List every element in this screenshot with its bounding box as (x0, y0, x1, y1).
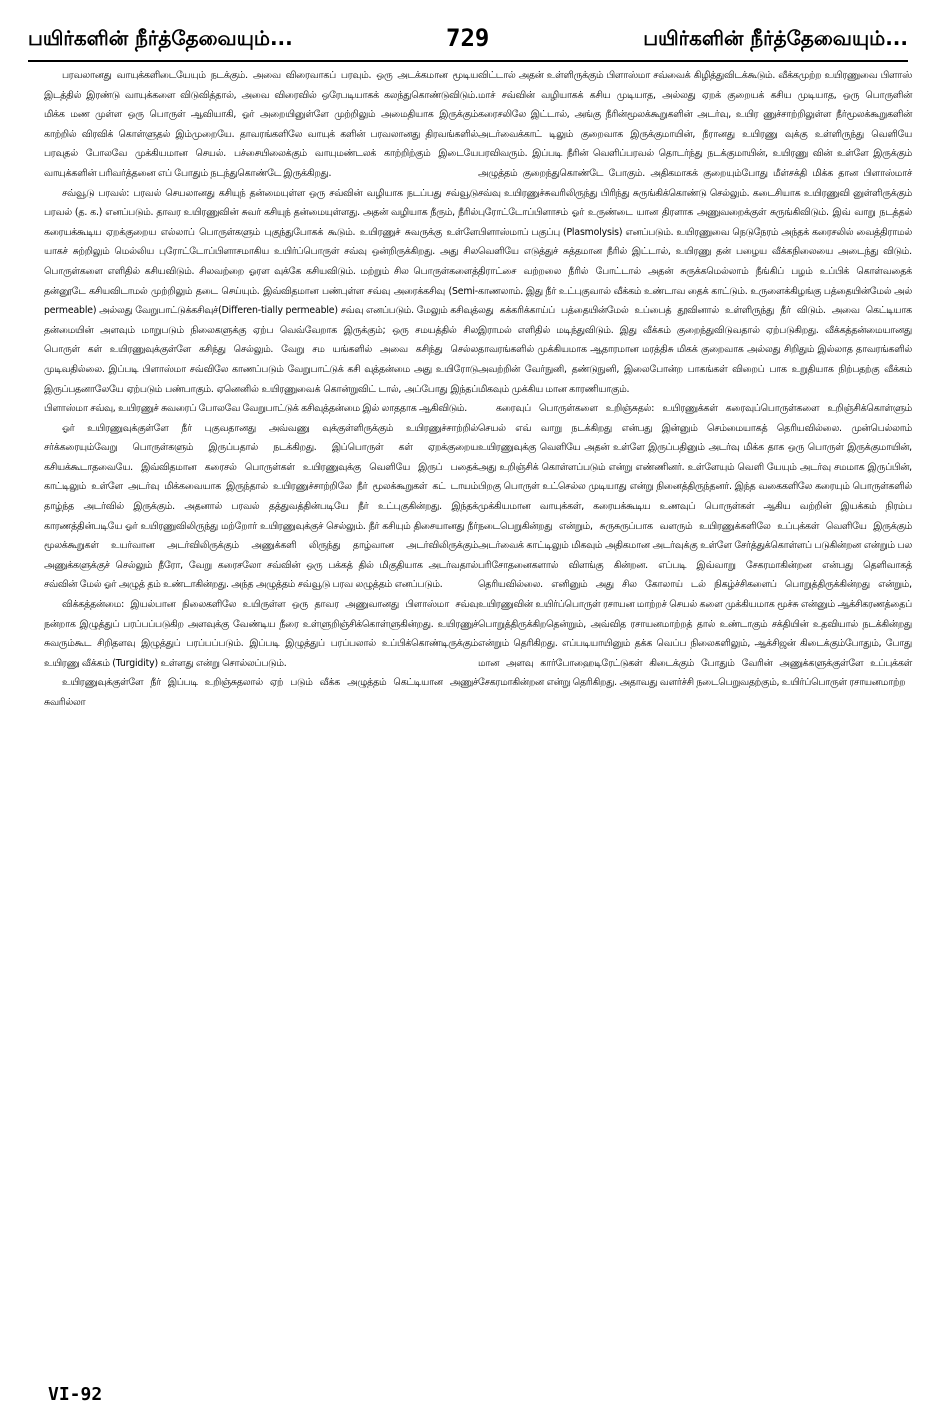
paragraph-solute-absorption: கரைவுப் பொருள்களை உறிஞ்சுதல்: உயிரணுக்கள் கரைவுப்பொருள்களை உறிஞ்சிக்கொள்ளும் செயல் எவ் வாறு நடக்கிறது என்பது இன்னும் செம்மையாகத் தெரியவில்லை. முன்பெல்லாம் உயிரணுவுக்கு வெளியே அதன் உள்ளே இருப்பதினும் அடர்வு மிக்க தாக ஒரு பொருள் இருக்குமாயின், அது உறிஞ்சிக் கொள்ளப்படும் என்று எண்ணினர். உள்ளேயும் வெளி யேயும் அடர்வு சமமாக இருப்பின், பிறகு பொருள் உட்செல்ல முடியாது என்று நினைத்திருந்தனர். இந்த வகைகளிலே கரையும் பொருள்களில் முக்கியமான வாயுக்கள், கரையக்கூடிய உணவுப் பொருள்கள் ஆகிய வற்றின் இயக்கம் நிரம்ப நடைபெறுகின்றது என்றும், சுருசுருப்பாக வளரும் உயிரணுக்களிலே உப்புக்கள் வெளியே இருக்கும் அடர்வைக் காட்டிலும் மிகவும் அதிகமான அடர்வுக்கு உள்ளே சேர்த்துக்கொள்ளப் படுகின்றன என்றும் பல பரிசோதனைகளால் விளங்கு கின்றன. எப்படி இவ்வாறு சேகரமாகின்றன என்பது தெளிவாகத் தெரியவில்லை. எனினும் அது சில கோலாய் டல் நிகழ்ச்சிகளைப் பொறுத்திருக்கின்றது என்றும், உயிரணுவின் உயிர்ப்பொருள் ரசாயன மாற்றச் செயல் களை முக்கியமாக மூச்சு என்னும் ஆக்சிகரணத்தைப் பொறுத்திருக்கிறதென்றும், அவ்வித ரசாயனமாற்றத் தால் உண்டாகும் சக்தியின் உதவியால் நடக்கின்றது என்றும் தெரிகிறது. எப்படியாயினும் தக்க வெப்ப நிலைகளிலும், ஆக்சிஜன் கிடைக்கும்போதும், போது மான அளவு கார்போஹைடிரேட்டுகள் கிடைக்கும் போதும் வேரின் அணுக்களுக்குள்ளே உப்புக்கள் சேகரமாகின்றன என்று தெரிகிறது. அதாவது வளர்ச்சி நடைபெறுவதற்கும், உயிர்ப்பொருள் ரசாயனமாற்ற (478, 403, 912, 689)
left-column (44, 66, 478, 713)
paragraph-osmosis: சவ்வூடு பரவல்: பரவல் செயலானது கசியுந் தன்மையுள்ள ஒரு சவ்வின் வழியாக நடப்பது சவ்வூடு பரவல் (த. க.) எனப்படும். தாவர உயிரணுவின் சுவர் கசியுந் தன்மையுள்ளது. அதன் வழியாக நீரும், நீரில் கரையக்கூடிய ஏறக்குறைய எல்லாப் பொருள்களும் புகுந்துபோகக் கூடும். உயிரணுச் சுவருக்கு உள்ளே யாகச் சுற்றிலும் மெல்லிய புரோட்டோப்பிளாசமாகிய உயிர்ப்பொருள் சவ்வு ஒன்றிருக்கிறது. அது சில பொருள்களை எளிதில் கசியவிடும். சிலவற்றை ஓரள வுக்கே கசியவிடும். மற்றும் சில பொருள்களைத் தன்னூடே கசியவிடாமல் முற்றிலும் தடை செய்யும். இவ்விதமான பண்புள்ள சவ்வு அரைக்கசிவு (Semi-permeable) அல்லது வேறுபாட்டுக்கசிவுச்(Differen-tially permeable) சவ்வு எனப்படும். மேலும் கசிவுத் தன்மையின் அளவும் மாறுபடும் நிலைகளுக்கு ஏற்ப வெவ்வேறாக இருக்கும்; ஒரு சமயத்தில் சில பொருள் கள் உயிரணுவுக்குள்ளே கசிந்து செல்லும். வேறு சம யங்களில் அவை கசிந்து செல்ல முடிவதில்லை. இப்படி பிளாஸ்மா சவ்விலே காணப்படும் வேறுபாட்டுக் கசி வுத்தன்மை அது உயிரோடு இருப்பதனாலேயே ஏற்படும் பண்பாகும். ஏனெனில் உயிரணுவைக் கொன்றுவிட் டால், அப்போது இந்தப் பிளாஸ்மா சவ்வு, உயிரணுச் சுவரைப் போலவே வேறுபாட்டுக் கசிவுத்தன்மை இல் லாததாக ஆகிவிடும். (44, 187, 478, 415)
page-number: 729 (446, 24, 490, 52)
page-header (28, 26, 908, 62)
paragraph-water-entry: ஓர் உயிரணுவுக்குள்ளே நீர் புகுவதானது அவ்வணு வுக்குள்ளிருக்கும் உயிரணுச்சாற்றில் சர்க்கரையும்வேறு பொருள்களும் இருப்பதால் நடக்கிறது. இப்பொருள் கள் ஏறக்குறைய கசியக்கூடாதவையே. இவ்விதமான கரைசல் பொருள்கள் உயிரணுவுக்கு வெளியே இருப் பதைக் காட்டிலும் உள்ளே அடர்வு மிக்கவையாக இருந்தால் உயிரணுச்சாற்றிலே நீர் மூலக்கூறுகள் கட் டாயம் தாழ்ந்த அடர்வில் இருக்கும். அதனால் பரவல் தத்துவத்தின்படியே நீர் உட்புகுகின்றது. இந்தக் காரணத்தின்படியே ஓர் உயிரணுவிலிருந்து மற்றோர் உயிரணுவுக்குச் செல்லும். நீர் கசியும் திசையானது நீர் மூலக்கூறுகள் உயர்வான அடர்விலிருக்கும் அணுக்களி லிருந்து தாழ்வான அடர்விலிருக்கும் அணுக்களுக்குச் செல்லும் நீரோ, வேறு கரைசலோ சவ்வின் ஒரு பக்கத் தில் மிகுதியாக அடர்வதால் சவ்வின் மேல் ஓர் அழுத் தம் உண்டாகின்றது. அந்த அழுத்தம் சவ்வூடு பரவ லழுத்தம் எனப்படும். (44, 422, 478, 591)
paragraph-turgidity: விக்கத்தன்மை: இயல்பான நிலைகளிலே உயிருள்ள ஒரு தாவர அணுவானது பிளாஸ்மா சவ்வு நன்றாக இழுத்துப் பரப்பப்படுகிற அளவுக்கு வேண்டிய நீரை உள்ளுறிஞ்சிக்கொள்ளுகின்றது. உயிரணுச் சுவரும்கூட சிறிதளவு இழுத்துப் பரப்பப்படும். இப்படி இழுத்துப் பரப்பலால் உப்பிக்கொண்டிருக்கும் உயிரணு வீக்கம் (Turgidity) உள்ளது என்று சொல்லப்படும். (44, 599, 478, 669)
signature-mark: VI-92 (48, 1384, 103, 1405)
paragraph-turgor-pressure: உயிரணுவுக்குள்ளே நீர் இப்படி உறிஞ்சுதலால் ஏற் படும் வீக்க அழுத்தம் கெட்டியான அணுச் சுவரில்லா (44, 677, 478, 708)
paragraph-gas-diffusion: பரவலானது வாயுக்களிடையேயும் நடக்கும். அவை விரைவாகப் பரவும். ஒரு அடக்கமான மூடிய இடத்தில் இரண்டு வாயுக்களை விடுவித்தால், அவை விரைவில் ஒரேபடியாகக் கலந்துகொண்டுவிடும். மிக்க மண முள்ள ஒரு பொருள் ஆவியாகி, ஓர் அறையினுள்ளே முற்றிலும் அமைதியாக இருக்கும் காற்றில் விரவிக் கொள்ளுதல் இம்முறையே. தாவரங்களிலே வாயுக் களின் பரவலானது திரவங்களில் பரவுதல் போலவே முக்கியமான செயல். பச்சையிலைக்கும் வாயுமண்டலக் காற்றிற்கும் இடையே வாயுக்களின் பரிவர்த்தனை எப் போதும் நடந்துகொண்டே இருக்கிறது. (44, 70, 478, 179)
header-rule (28, 60, 908, 62)
running-title-left: பயிர்களின் நீர்த்தேவையும்... (28, 26, 293, 50)
paragraph-plasmolysis: விட்டால் அதன் உள்ளிருக்கும் பிளாஸ்மா சவ்வைக் கிழித்துவிடக்கூடும். வீக்கமுற்ற உயிரணுவை பிளாஸ் மாச் சவ்வின் வழியாகக் கசிய முடியாத, அல்லது ஏறக் குறையக் கசிய முடியாத, ஒரு பொருளின் கரைசலிலே இட்டால், அங்கு நீரின்மூலக்கூறுகளின் அடர்வு, உயிர ணுச்சாற்றிலுள்ள நீர்மூலக்கூறுகளின் அடர்வைக்காட் டிலும் குறைவாக இருக்குமாயின், நீரானது உயிரணு வுக்கு உள்ளிருந்து வெளியே பரவிவரும். இப்படி நீரின் வெளிப்பரவல் தொடர்ந்து நடக்குமாயின், உயிரணு வின் உள்ளே இருக்கும் அழுத்தம் குறைந்துகொண்டே போகும். அதிகமாகக் குறையும்போது மீள்சக்தி மிக்க தான பிளாஸ்மாச் சவ்வு உயிரணுச்சுவரிலிருந்து பிரிந்து சுருங்கிக்கொண்டு செல்லும். கடைசியாக உயிரணுவி னுள்ளிருக்கும் புரோட்டோப்பிளாசம் ஓர் உருண்டை யான திரளாக அணுவறைக்குள் சுருங்கிவிடும். இவ் வாறு நடத்தல் பிளாஸ்மாப் பகுப்பு (Plasmolysis) எனப்படும். உயிரணுவை நெடுநேரம் அந்தக் கரைசலில் வைத்திராமல் வெளியே எடுத்துச் சுத்தமான நீரில் இட்டால், உயிரணு தன் பழைய வீக்கநிலையை அடைந்து விடும். திராட்சை வற்றலை நீரில் போட்டால் அதன் சுருக்கமெல்லாம் நீங்கிப் பழம் உப்பிக் கொள்வதைக் காணலாம். இது நீர் உட்புகுவால் வீக்கம் உண்டாவ தைக் காட்டும். உருளைக்கிழங்கு பத்தையின்மேல் அல் லது கக்கரிக்காய்ப் பத்தையின்மேல் உப்பைத் தூவினால் உள்ளிருந்து நீர் விடும். அவை கெட்டியாக இராமல் எளிதில் மடிந்துவிடும். இது வீக்கம் குறைந்துவிடுவதால் ஏற்படுகிறது. வீக்கத்தன்மையானது தாவரங்களில் முக்கியமாக ஆதாரமான மரத்திசு மிகக் குறைவாக அல்லது சிறிதும் இல்லாத தாவரங்களில் அவற்றின் வேர்நுனி, தண்டுநுனி, இலைபோன்ற பாகங்கள் விறைப் பாக உறுதியாக நிற்பதற்கு வீக்கம் மிகவும் முக்கிய மான காரணியாகும். (478, 70, 912, 395)
right-column (478, 66, 912, 693)
running-title-right: பயிர்களின் நீர்த்தேவையும்... (643, 26, 908, 50)
